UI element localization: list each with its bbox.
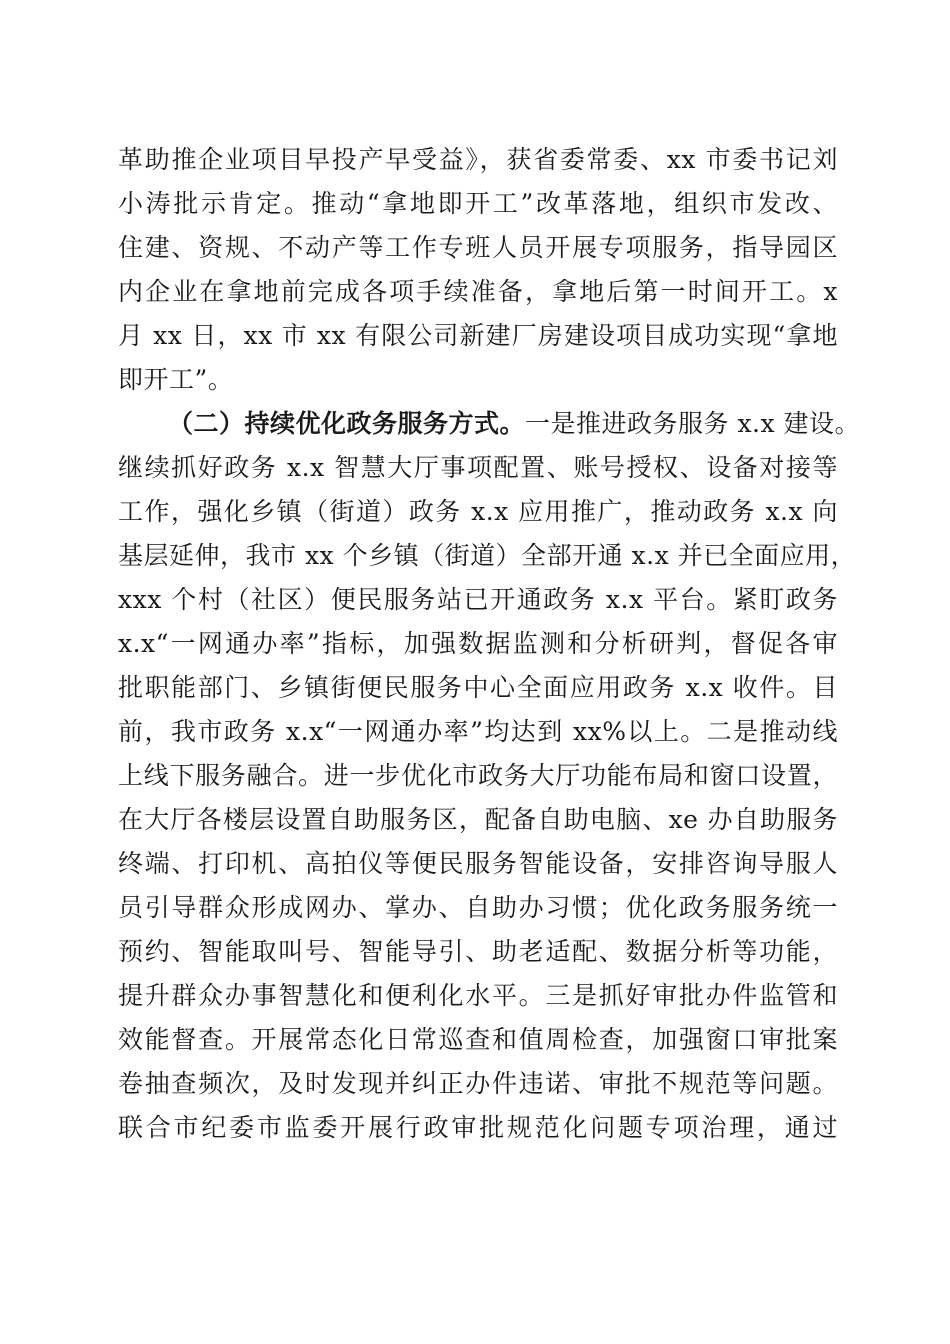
text-line: 即开工”。 xyxy=(118,365,234,394)
text-line: xxx 个村（社区）便民服务站已开通政务 x.x 平台。紧盯政务 xyxy=(118,585,838,614)
text-line: 工作，强化乡镇（街道）政务 x.x 应用推广，推动政务 x.x 向 xyxy=(118,497,838,526)
text-line: 效能督查。开展常态化日常巡查和值周检查，加强窗口审批案 xyxy=(118,1025,838,1054)
text-line: 批职能部门、乡镇街便民服务中心全面应用政务 x.x 收件。目 xyxy=(118,673,838,702)
text-segment: 一是推进政务服务 x.x 建设。 xyxy=(525,409,861,438)
section-heading-line xyxy=(118,402,861,446)
text-line: 小涛批示肯定。推动“拿地即开工”改革落地，组织市发改、 xyxy=(118,189,838,218)
text-line: 继续抓好政务 x.x 智慧大厅事项配置、账号授权、设备对接等 xyxy=(118,453,838,482)
text-line: 月 xx 日，xx 市 xx 有限公司新建厂房建设项目成功实现“拿地 xyxy=(118,321,838,350)
text-line: 住建、资规、不动产等工作专班人员开展专项服务，指导园区 xyxy=(118,233,838,262)
text-line: x.x“一网通办率”指标，加强数据监测和分析研判，督促各审 xyxy=(118,629,838,658)
text-line: 预约、智能取叫号、智能导引、助老适配、数据分析等功能， xyxy=(118,937,838,966)
body-text xyxy=(118,138,861,1150)
section-heading: （二）持续优化政务服务方式。 xyxy=(168,409,526,438)
text-line: 员引导群众形成网办、掌办、自助办习惯；优化政务服务统一 xyxy=(118,893,838,922)
text-line: 在大厅各楼层设置自助服务区，配备自助电脑、xe 办自助服务 xyxy=(118,805,838,834)
text-line: 提升群众办事智慧化和便利化水平。三是抓好审批办件监管和 xyxy=(118,981,838,1010)
text-line: 联合市纪委市监委开展行政审批规范化问题专项治理，通过 xyxy=(118,1113,838,1142)
text-line: 基层延伸，我市 xx 个乡镇（街道）全部开通 x.x 并已全面应用， xyxy=(118,541,857,570)
text-line: 前，我市政务 x.x“一网通办率”均达到 xx%以上。二是推动线 xyxy=(118,717,838,746)
text-line: 内企业在拿地前完成各项手续准备，拿地后第一时间开工。x xyxy=(118,277,838,306)
text-line: 上线下服务融合。进一步优化市政务大厅功能布局和窗口设置， xyxy=(118,761,838,790)
text-line: 革助推企业项目早投产早受益》，获省委常委、xx 市委书记刘 xyxy=(118,145,838,174)
text-line: 卷抽查频次，及时发现并纠正办件违诺、审批不规范等问题。 xyxy=(118,1069,838,1098)
text-line: 终端、打印机、高拍仪等便民服务智能设备，安排咨询导服人 xyxy=(118,849,838,878)
